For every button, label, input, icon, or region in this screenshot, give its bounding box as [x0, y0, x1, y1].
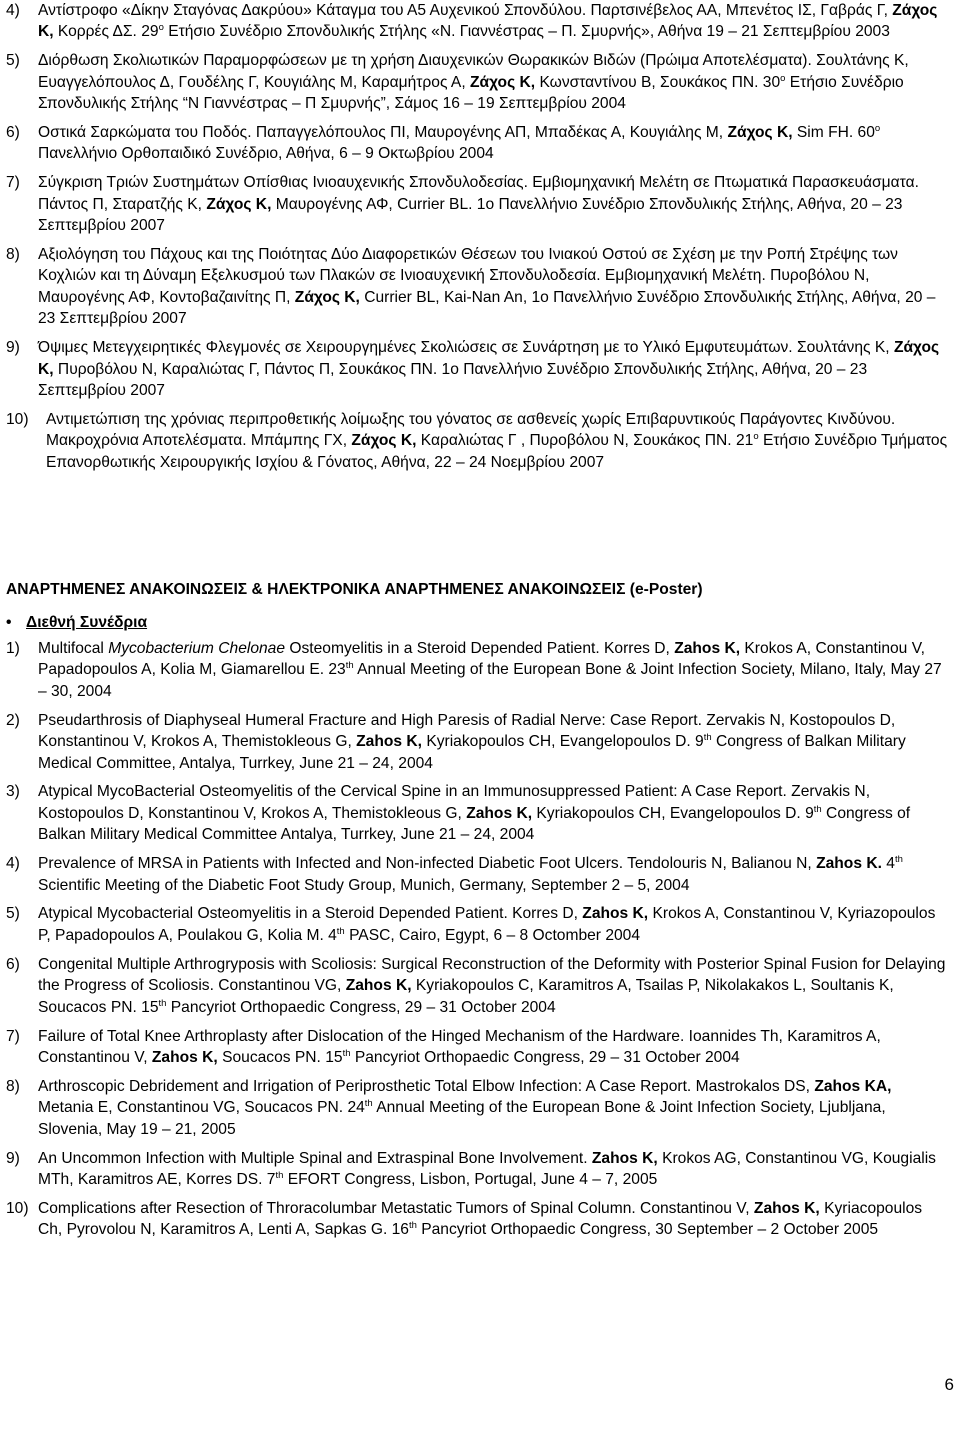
- item-number: 6): [6, 955, 20, 973]
- text-segment: Congress of Balkan Military Medical Committee, Antalya, Turrkey, June 21 – 24, 2004: [38, 733, 906, 772]
- item-number: 9): [6, 339, 20, 357]
- text-segment: Αξιολόγηση του Πάχους και της Ποιότητας Δύο Διαφορετικών Θέσεων του Ινιακού Οστού σε Σχέση με την Ροπή Στρέψης των Κοχλιών και τη Δύναμη Εξελκυσμού των Πλακών σε Ινιοαυχενική Σπονδυλοδεσία. Εμβιομηχανική Μελέτη. Πυροβόλου Ν, Μαυρογένης ΑΦ, Κοντοβαζαινίτης Π,: [38, 246, 898, 306]
- text-segment: Pancyriot Orthopaedic Congress, 29 – 31 October 2004: [166, 998, 556, 1016]
- text-segment: Metania E, Constantinou VG, Soucacos PN. 24: [38, 1099, 365, 1117]
- list-item: [6, 172, 950, 236]
- bullet-icon: •: [6, 614, 12, 631]
- text-segment: Καραλιώτας Γ , Πυροβόλου Ν, Σουκάκος ΠΝ. 21: [416, 432, 754, 450]
- list-item: [6, 244, 950, 330]
- text-segment: Όψιμες Μετεγχειρητικές Φλεγμονές σε Χειρουργημένες Σκολιώσεις σε Συνάρτηση με το Υλικό Εμφυτευμάτων. Σουλτάνης Κ,: [38, 339, 894, 357]
- text-segment: Soucacos PN. 15: [217, 1048, 343, 1066]
- list-item: [6, 50, 950, 114]
- subsection-heading: [6, 614, 147, 632]
- text-segment: Pancyriot Orthopaedic Congress, 30 September – 2 October 2005: [416, 1221, 879, 1239]
- list-item: [6, 1076, 950, 1140]
- ordinal-superscript: th: [342, 1047, 351, 1059]
- ordinal-superscript: th: [894, 854, 903, 866]
- author-highlight: Zahos K,: [151, 1048, 218, 1066]
- list-item: [6, 903, 950, 946]
- item-number: 4): [6, 2, 20, 19]
- text-segment: Multifocal: [38, 640, 109, 657]
- ordinal-superscript: th: [336, 925, 345, 937]
- item-number: 8): [6, 246, 20, 264]
- author-highlight: Ζάχος Κ,: [206, 195, 272, 213]
- text-segment: Failure of Total Knee Arthroplasty after Dislocation of the Hinged Mechanism of the Hardware. Ioannides Th, Karamitros A, Constantinou V,: [38, 1027, 881, 1066]
- text-segment: EFORT Congress, Lisbon, Portugal, June 4 – 7, 2005: [283, 1170, 658, 1188]
- item-number: 7): [6, 174, 20, 192]
- author-highlight: Zahos K,: [582, 905, 649, 923]
- item-number: 10): [6, 1199, 29, 1217]
- item-text: [38, 710, 950, 774]
- author-highlight: Zahos K,: [356, 733, 422, 751]
- international-conference-list: [6, 638, 950, 1248]
- text-segment: Ετήσιο Συνέδριο Τμήματος Επανορθωτικής Χειρουργικής Ισχίου & Γόνατος, Αθήνα, 22 – 24 Νοεμβρίου 2007: [46, 432, 948, 471]
- item-text: [38, 337, 950, 401]
- text-segment: Κορρές ΔΣ. 29: [53, 23, 159, 41]
- text-segment: Pancyriot Orthopaedic Congress, 29 – 31 October 2004: [350, 1048, 740, 1066]
- text-segment: Atypical Mycobacterial Osteomyelitis in a Steroid Depended Patient. Korres D,: [38, 905, 583, 923]
- text-segment: Krokos A, Constantinou V, Papadopoulos A, Kolia M, Giamarellou E. 23: [38, 640, 925, 679]
- page-number: 6: [944, 1375, 954, 1394]
- text-segment: 4: [881, 855, 895, 873]
- text-segment: Complications after Resection of Throracolumbar Metastatic Tumors of Spinal Column. Constantinou V,: [38, 1199, 754, 1217]
- item-number: 5): [6, 52, 20, 70]
- list-item: [6, 781, 950, 845]
- italic-segment: Mycobacterium Chelonae: [108, 640, 286, 657]
- author-highlight: Zahos K.: [816, 855, 882, 873]
- greek-conference-list: [6, 0, 950, 481]
- author-highlight: Zahos K,: [591, 1149, 658, 1167]
- text-segment: Kyriakopoulos CH, Evangelopoulos D. 9: [421, 733, 704, 751]
- list-item: [6, 1198, 950, 1241]
- text-segment: Sim FH. 60: [792, 124, 875, 142]
- ordinal-superscript: th: [158, 997, 167, 1009]
- item-text: [46, 409, 950, 473]
- text-segment: Atypical MycoBacterial Osteomyelitis of the Cervical Spine in an Immunosuppressed Patient: A Case Report. Zervakis N, Kostopoulos D, Konstantinou V, Krokos A, Themistokleous G,: [38, 783, 871, 822]
- text-segment: Osteomyelitis in a Steroid Depended Patient. Korres D,: [285, 640, 675, 657]
- list-item: [6, 0, 950, 43]
- list-item: [6, 337, 950, 401]
- text-segment: Kyriakopoulos CH, Evangelopoulos D. 9: [532, 804, 814, 822]
- list-item: [6, 122, 950, 165]
- text-segment: Annual Meeting of the European Bone & Joint Infection Society, Milano, Italy, May 27 – 30, 2004: [38, 661, 942, 700]
- ordinal-superscript: th: [408, 1220, 417, 1232]
- text-segment: PASC, Cairo, Egypt, 6 – 8 Octomber 2004: [344, 926, 641, 944]
- item-number: 1): [6, 640, 20, 657]
- list-item: [6, 1026, 950, 1069]
- list-item: [6, 1148, 950, 1191]
- item-number: 4): [6, 855, 20, 873]
- ordinal-superscript: th: [275, 1169, 284, 1181]
- list-item: [6, 638, 950, 702]
- list-item: [6, 409, 950, 473]
- item-text: [38, 244, 950, 330]
- author-highlight: Ζάχος Κ,: [294, 288, 360, 306]
- item-number: 2): [6, 711, 20, 729]
- ordinal-superscript: ο: [874, 123, 881, 135]
- text-segment: Μαυρογένης ΑΦ, Currier BL. 1ο Πανελλήνιο Συνέδριο Σπονδυλικής Στήλης, Αθήνα, 20 – 23 Σεπτεμβρίου 2007: [38, 195, 903, 235]
- author-highlight: Ζάχος Κ,: [38, 339, 940, 378]
- text-segment: An Uncommon Infection with Multiple Spinal and Extraspinal Bone Involvement.: [38, 1149, 592, 1167]
- text-segment: Kyriacopoulos Ch, Pyrovolou N, Karamitros A, Lenti A, Sapkas G. 16: [38, 1199, 923, 1239]
- section-heading: ΑΝΑΡΤΗΜΕΝΕΣ ΑΝΑΚΟΙΝΩΣΕΙΣ & ΗΛΕΚΤΡΟΝΙΚΑ ΑΝΑΡΤΗΜΕΝΕΣ ΑΝΑΚΟΙΝΩΣΕΙΣ (e-Poster): [6, 581, 703, 598]
- list-item: [6, 954, 950, 1018]
- ordinal-superscript: th: [364, 1098, 373, 1110]
- text-segment: Οστικά Σαρκώματα του Ποδός. Παπαγγελόπουλος ΠΙ, Μαυρογένης ΑΠ, Μπαδέκας Α, Κουγιάλης Μ,: [38, 124, 728, 142]
- text-segment: Prevalence of MRSA in Patients with Infected and Non-infected Diabetic Foot Ulcers. Tendolouris N, Balianou N,: [38, 855, 817, 873]
- text-segment: Annual Meeting of the European Bone & Joint Infection Society, Ljubljana, Slovenia, May 19 – 21, 2005: [38, 1099, 886, 1138]
- list-item: [6, 710, 950, 774]
- item-text: [38, 903, 950, 946]
- author-highlight: Ζάχος Κ,: [351, 432, 417, 450]
- text-segment: Kyriakopoulos C, Karamitros A, Tsailas P, Nikolakakos L, Soultanis K, Soucacos PN. 15: [38, 977, 894, 1016]
- author-highlight: Zahos K,: [345, 977, 412, 995]
- text-segment: Αντιμετώπιση της χρόνιας περιπροθετικής λοίμωξης του γόνατος σε ασθενείς χωρίς Επιβαρυντικούς Παράγοντες Κινδύνου. Μακροχρόνια Αποτελέσματα. Μπάμπης ΓΧ,: [46, 410, 896, 450]
- text-segment: Πυροβόλου Ν, Καραλιώτας Γ, Πάντος Π, Σουκάκος ΠΝ. 1ο Πανελλήνιο Συνέδριο Σπονδυλικής Στήλης, Αθήνα, 20 – 23 Σεπτεμβρίου 2007: [38, 360, 868, 399]
- text-segment: Congenital Multiple Arthrogryposis with Scoliosis: Surgical Reconstruction of the Deformity with Posterior Spinal Fusion for Delaying the Progress of Scoliosis. Constantinou VG,: [38, 955, 946, 995]
- author-highlight: Ζάχος Κ,: [38, 2, 938, 41]
- text-segment: Currier BL, Kai-Nan An, 1ο Πανελλήνιο Συνέδριο Σπονδυλικής Στήλης, Αθήνα, 20 – 23 Σεπτεμβρίου 2007: [38, 288, 936, 328]
- text-segment: Scientific Meeting of the Diabetic Foot Study Group, Munich, Germany, September 2 – 5, 2004: [38, 876, 690, 894]
- item-text: [38, 1026, 950, 1069]
- ordinal-superscript: th: [345, 660, 354, 672]
- list-item: [6, 853, 950, 896]
- item-text: [38, 781, 950, 845]
- item-number: 10): [6, 410, 29, 428]
- item-number: 6): [6, 124, 20, 142]
- item-text: [38, 954, 950, 1018]
- text-segment: Krokos A, Constantinou V, Kyriazopoulos P, Papadopoulos A, Poulakou G, Kolia M. 4: [38, 905, 936, 944]
- item-text: [38, 638, 950, 702]
- text-segment: Ετήσιο Συνέδριο Σπονδυλικής Στήλης “Ν Γιαννέστρας – Π Σμυρνής”, Σάμος 16 – 19 Σεπτεμβρίου 2004: [38, 73, 904, 113]
- text-segment: Πανελλήνιο Ορθοπαιδικό Συνέδριο, Αθήνα, 6 – 9 Οκτωβρίου 2004: [38, 145, 494, 163]
- author-highlight: Zahos K,: [466, 804, 533, 822]
- ordinal-superscript: ο: [753, 431, 759, 443]
- author-highlight: Ζάχος Κ,: [727, 124, 793, 142]
- author-highlight: Zahos K,: [753, 1199, 820, 1217]
- text-segment: Arthroscopic Debridement and Irrigation of Periprosthetic Total Elbow Infection: A Case Report. Mastrokalos DS,: [38, 1077, 815, 1095]
- ordinal-superscript: th: [703, 732, 712, 744]
- text-segment: Ετήσιο Συνέδριο Σπονδυλικής Στήλης «Ν. Γιαννέστρας – Π. Σμυρνής», Αθήνα 19 – 21 Σεπτεμβρίου 2003: [163, 23, 890, 41]
- ordinal-superscript: th: [813, 803, 822, 815]
- text-segment: Αντίστροφο «Δίκην Σταγόνας Δακρύου» Κάταγμα του Α5 Αυχενικού Σπονδύλου. Παρτσινέβελος ΑΑ, Μπενέτος ΙΣ, Γαβράς Γ,: [38, 2, 893, 19]
- item-text: [38, 853, 950, 896]
- item-text: [38, 1148, 950, 1191]
- item-text: [38, 172, 950, 236]
- author-highlight: Zahos KA,: [814, 1077, 892, 1095]
- item-number: 8): [6, 1077, 20, 1095]
- item-text: [38, 50, 950, 114]
- ordinal-superscript: ο: [780, 72, 786, 84]
- text-segment: Κωνσταντίνου Β, Σουκάκος ΠΝ. 30: [535, 73, 781, 91]
- item-number: 5): [6, 905, 20, 923]
- text-segment: Διόρθωση Σκολιωτικών Παραμορφώσεων με τη χρήση Διαυχενικών Θωρακικών Βιδών (Πρώιμα Αποτελέσματα). Σουλτάνης Κ, Ευαγγελόπουλος Δ, Γουδέλης Γ, Κουγιάλης Μ, Καραμήτρος Α,: [38, 52, 909, 91]
- item-number: 3): [6, 783, 20, 801]
- text-segment: Σύγκριση Τριών Συστημάτων Οπίσθιας Ινιοαυχενικής Σπονδυλοδεσίας. Εμβιομηχανική Μελέτη σε Πτωματικά Παρασκευάσματα. Πάντος Π, Σταρατζής Κ,: [38, 174, 919, 213]
- item-number: 7): [6, 1027, 20, 1045]
- text-segment: Pseudarthrosis of Diaphyseal Humeral Fracture and High Paresis of Radial Nerve: Case Report. Zervakis N, Kostopoulos D, Konstantinou V, Krokos A, Themistokleous G,: [38, 711, 896, 751]
- author-highlight: Ζάχος Κ,: [470, 73, 536, 91]
- subsection-title: Διεθνή Συνέδρια: [26, 614, 148, 631]
- item-number: 9): [6, 1149, 20, 1167]
- item-text: [38, 122, 950, 165]
- ordinal-superscript: ο: [158, 22, 164, 34]
- text-segment: Congress of Balkan Military Medical Committee Antalya, Turrkey, June 21 – 24, 2004: [38, 804, 911, 844]
- text-segment: Krokos AG, Constantinou VG, Kougialis MTh, Karamitros AE, Korres DS. 7: [38, 1149, 936, 1188]
- item-text: [38, 1198, 950, 1241]
- author-highlight: Zahos K,: [674, 640, 741, 657]
- item-text: [38, 0, 950, 43]
- item-text: [38, 1076, 950, 1140]
